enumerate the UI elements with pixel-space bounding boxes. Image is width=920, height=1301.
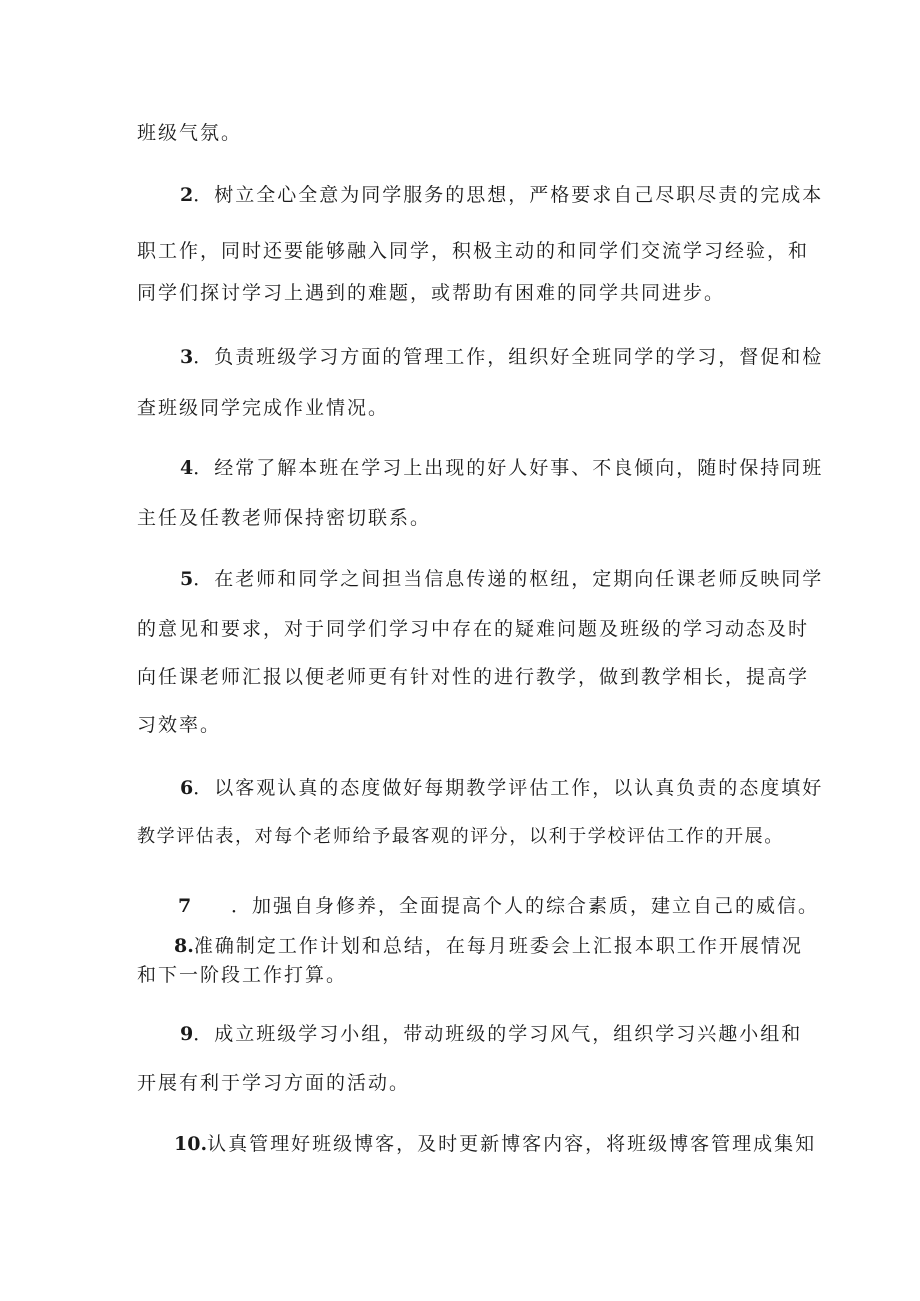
paragraph-line — [180, 1021, 802, 1047]
line-text: 查班级同学完成作业情况。 — [137, 397, 390, 419]
paragraph-line — [137, 238, 809, 264]
line-text: 的意见和要求，对于同学们学习中存在的疑难问题及班级的学习动态及时 — [137, 618, 810, 640]
paragraph-line — [137, 505, 431, 531]
paragraph-line — [137, 664, 809, 690]
item-number: 3 — [180, 346, 194, 368]
line-text: 准确制定工作计划和总结，在每月班委会上汇报本职工作开展情况 — [193, 935, 803, 957]
line-text: ．在老师和同学之间担当信息传递的枢纽，定期向任课老师反映同学 — [193, 568, 824, 590]
line-text: 习效率。 — [137, 714, 222, 736]
line-text: 教学评估表，对每个老师给予最客观的评分，以利于学校评估工作的开展。 — [137, 826, 784, 847]
item-number: 7 — [178, 895, 192, 917]
paragraph-line — [137, 824, 784, 850]
line-text: ．树立全心全意为同学服务的思想，严格要求自己尽职尽责的完成本 — [193, 184, 824, 206]
item-number: 2 — [180, 184, 194, 206]
paragraph-line — [137, 962, 347, 988]
line-text: 向任课老师汇报以便老师更有针对性的进行教学，做到教学相长，提高学 — [137, 666, 810, 688]
item-number: 4 — [180, 457, 194, 479]
paragraph-line — [174, 933, 803, 959]
item-number: 5 — [180, 568, 194, 590]
paragraph-line — [180, 344, 823, 370]
line-text: 和下一阶段工作打算。 — [137, 964, 348, 986]
paragraph-line — [137, 120, 242, 146]
line-text: ．成立班级学习小组，带动班级的学习风气，组织学习兴趣小组和 — [193, 1023, 803, 1045]
paragraph-line — [137, 1070, 410, 1096]
line-text: 主任及任教老师保持密切联系。 — [137, 507, 432, 529]
line-text: ．加强自身修养，全面提高个人的综合素质，建立自己的威信。 — [231, 895, 820, 917]
line-text: 认真管理好班级博客，及时更新博客内容，将班级博客管理成集知 — [207, 1133, 817, 1155]
paragraph-line — [174, 1131, 816, 1157]
paragraph-line — [180, 182, 823, 208]
paragraph-line — [180, 775, 823, 801]
line-text: 开展有利于学习方面的活动。 — [137, 1072, 411, 1094]
line-text: 职工作，同时还要能够融入同学，积极主动的和同学们交流学习经验，和 — [137, 240, 810, 262]
paragraph-line — [137, 395, 389, 421]
item-number: 9 — [180, 1023, 194, 1045]
line-text: ．负责班级学习方面的管理工作，组织好全班同学的学习，督促和检 — [193, 346, 824, 368]
paragraph-line — [180, 566, 823, 592]
line-text: ．以客观认真的态度做好每期教学评估工作，以认真负责的态度填好 — [193, 777, 824, 799]
paragraph-line — [137, 616, 809, 642]
paragraph-line — [137, 280, 725, 306]
item-number: 6 — [180, 777, 194, 799]
item-number: 8. — [174, 935, 194, 957]
item-number: 10. — [174, 1133, 208, 1155]
line-text: ．经常了解本班在学习上出现的好人好事、不良倾向，随时保持同班 — [193, 457, 824, 479]
line-text: 班级气氛。 — [137, 122, 243, 144]
line-text: 同学们探讨学习上遇到的难题，或帮助有困难的同学共同进步。 — [137, 282, 726, 304]
paragraph-line — [178, 893, 819, 919]
paragraph-line — [137, 712, 221, 738]
paragraph-line — [180, 455, 823, 481]
